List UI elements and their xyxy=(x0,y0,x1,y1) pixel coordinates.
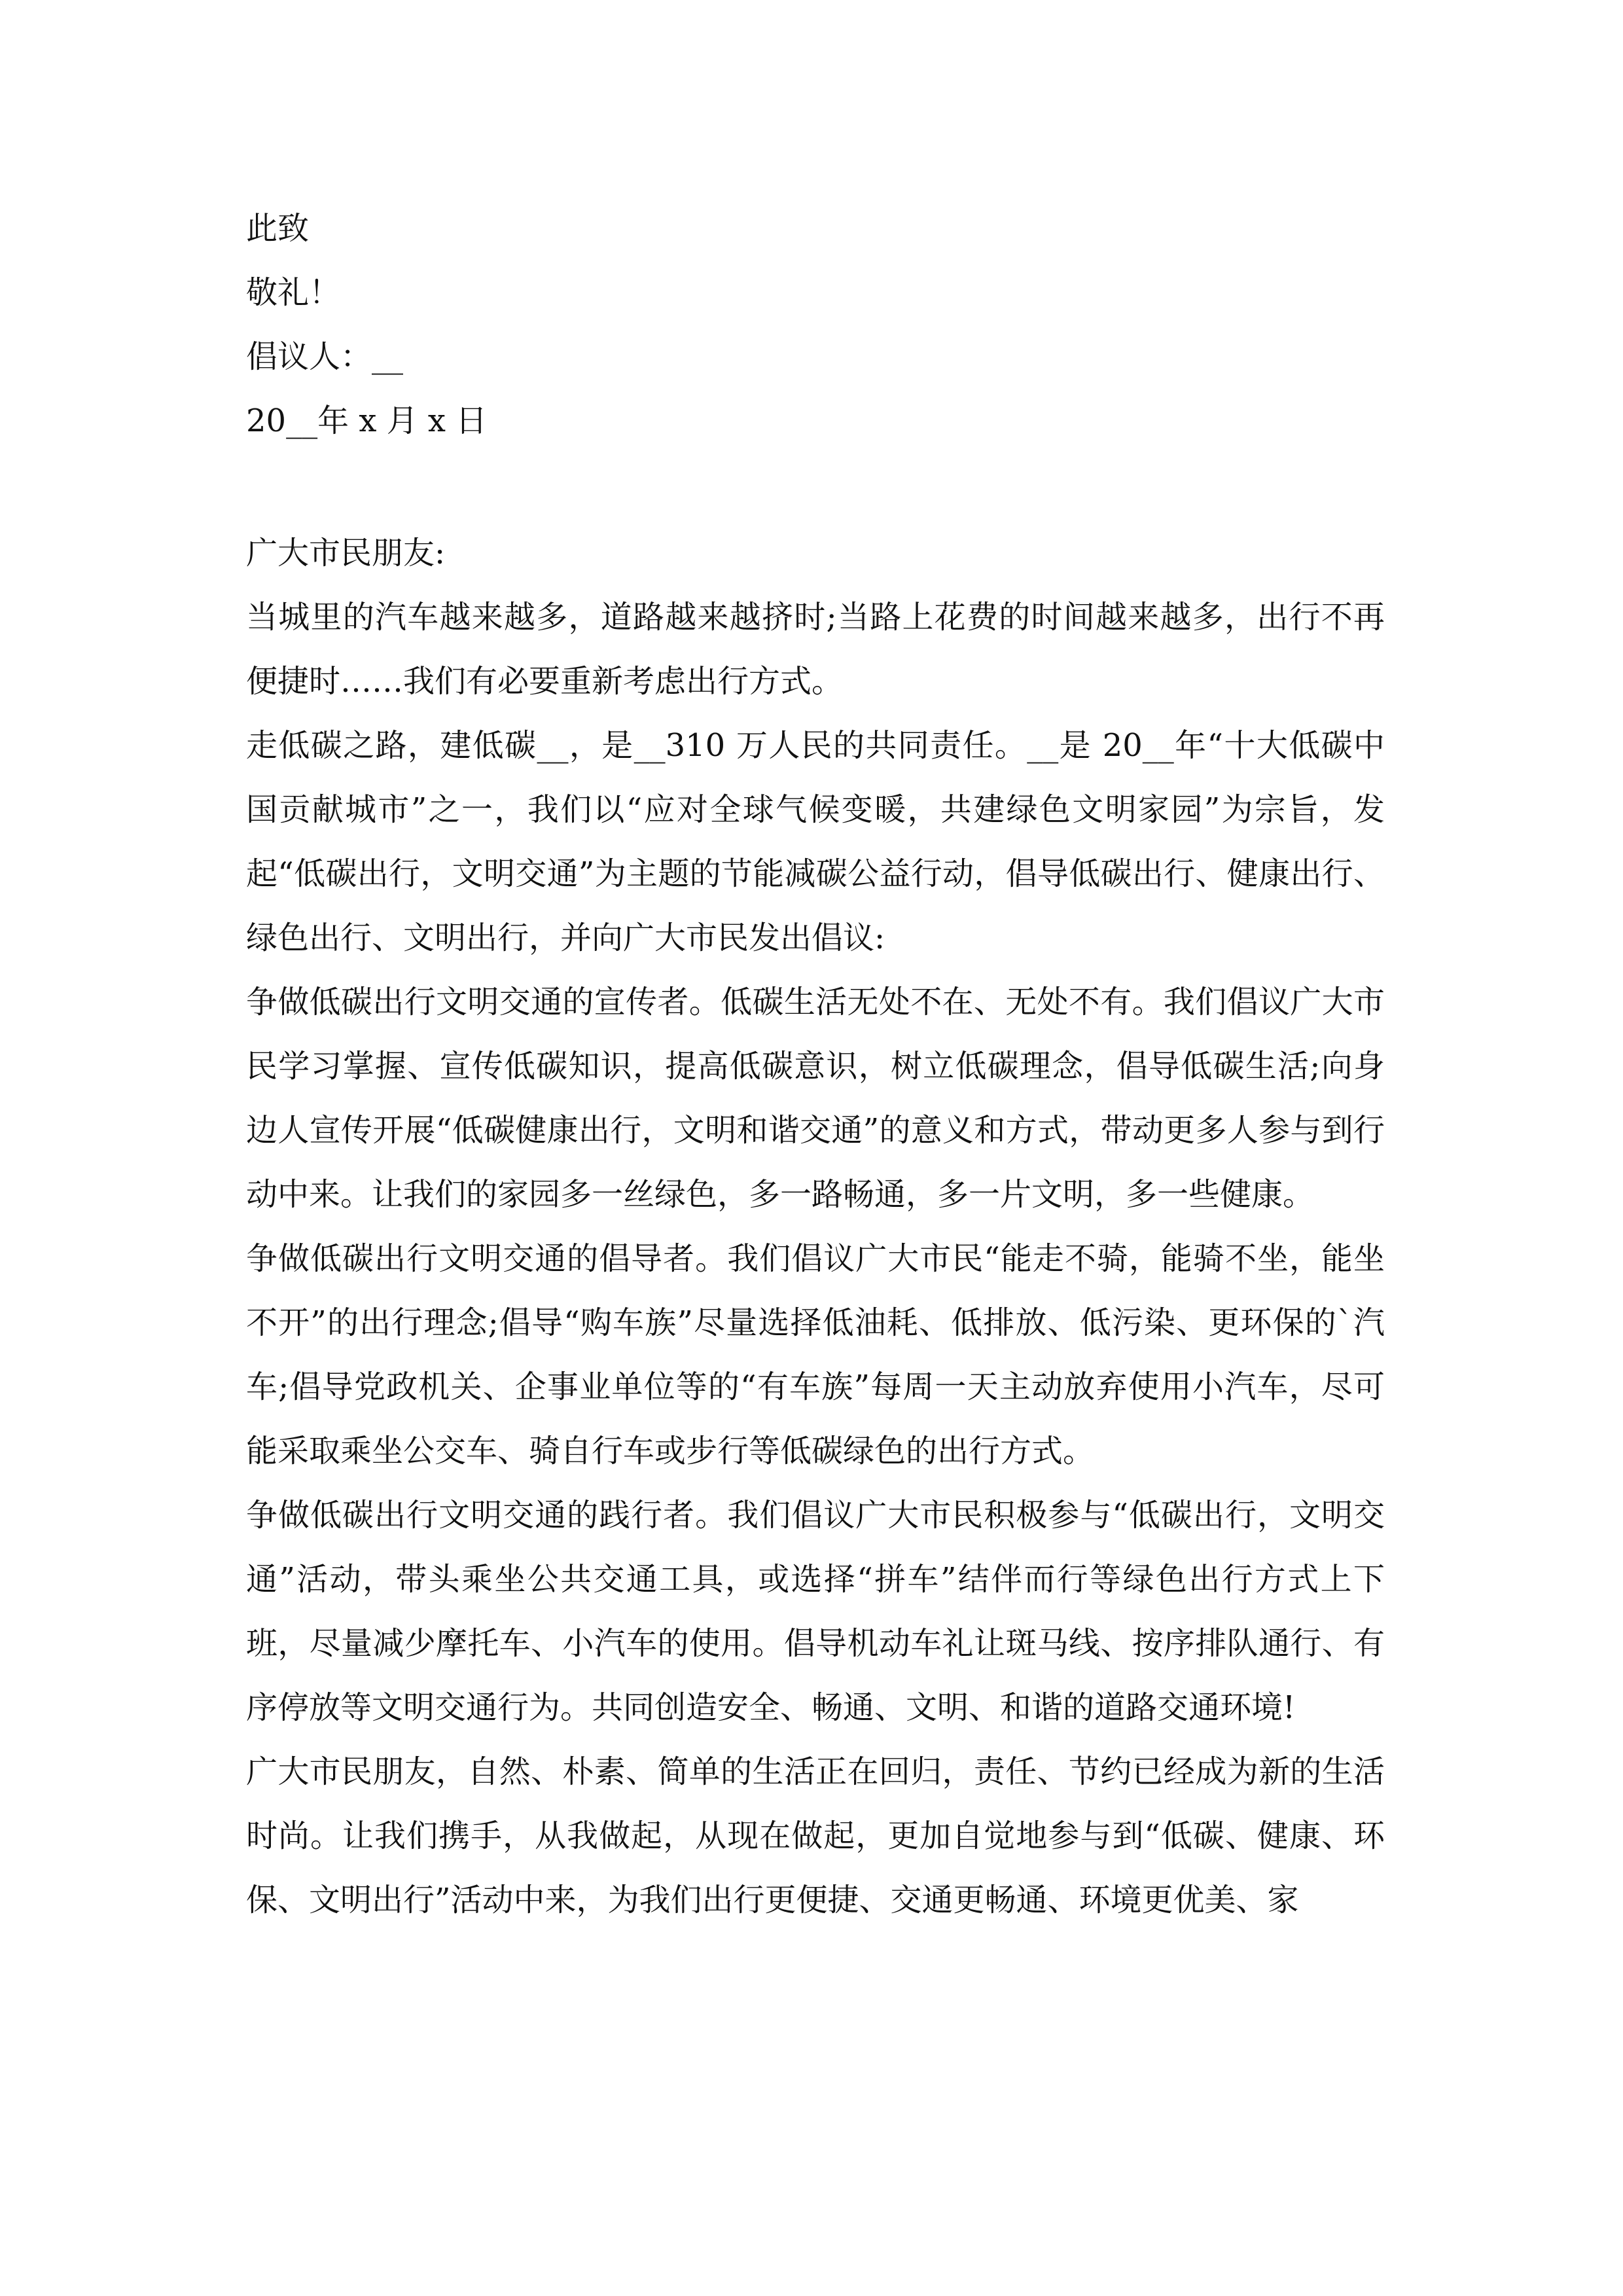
letter-greeting: 广大市民朋友: xyxy=(246,535,446,571)
proposer-line: 倡议人：__ xyxy=(246,338,404,375)
paragraph-proposal: 走低碳之路，建低碳__，是__310 万人民的共同责任。__是 20__年“十大低碳中国贡献城市”之一，我们以“应对全球气候变暖，共建绿色文明家园”为宗旨，发起“低碳出行，文明交通”为主题的节能减碳公益行动，倡导低碳出行、健康出行、绿色出行、文明出行，并向广大市民发出倡议: xyxy=(246,727,1385,956)
letter-closing xyxy=(246,196,1385,453)
letter-body xyxy=(246,521,1385,1932)
paragraph-appeal: 广大市民朋友，自然、朴素、简单的生活正在回归，责任、节约已经成为新的生活时尚。让我们携手，从我做起，从现在做起，更加自觉地参与到“低碳、健康、环保、文明出行”活动中来，为我们出行更便捷、交通更畅通、环境更优美、家 xyxy=(246,1753,1385,1918)
paragraph-practitioner: 争做低碳出行文明交通的践行者。我们倡议广大市民积极参与“低碳出行，文明交通”活动，带头乘坐公共交通工具，或选择“拼车”结伴而行等绿色出行方式上下班，尽量减少摩托车、小汽车的使用。倡导机动车礼让斑马线、按序排队通行、有序停放等文明交通行为。共同创造安全、畅通、文明、和谐的道路交通环境! xyxy=(246,1497,1385,1726)
paragraph-intro: 当城里的汽车越来越多，道路越来越挤时;当路上花费的时间越来越多，出行不再便捷时……我们有必要重新考虑出行方式。 xyxy=(246,599,1385,700)
paragraph-promoter: 争做低碳出行文明交通的宣传者。低碳生活无处不在、无处不有。我们倡议广大市民学习掌握、宣传低碳知识，提高低碳意识，树立低碳理念，倡导低碳生活;向身边人宣传开展“低碳健康出行，文明和谐交通”的意义和方式，带动更多人参与到行动中来。让我们的家园多一丝绿色，多一路畅通，多一片文明，多一些健康。 xyxy=(246,984,1385,1213)
paragraph-advocate: 争做低碳出行文明交通的倡导者。我们倡议广大市民“能走不骑，能骑不坐，能坐不开”的出行理念;倡导“购车族”尽量选择低油耗、低排放、低污染、更环保的`汽车;倡导党政机关、企事业单位等的“有车族”每周一天主动放弃使用小汽车，尽可能采取乘坐公交车、骑自行车或步行等低碳绿色的出行方式。 xyxy=(246,1240,1385,1469)
closing-respect: 敬礼！ xyxy=(246,274,341,311)
closing-salutation: 此致 xyxy=(246,210,310,247)
date-line: 20__年 x 月 x 日 xyxy=(246,403,488,439)
